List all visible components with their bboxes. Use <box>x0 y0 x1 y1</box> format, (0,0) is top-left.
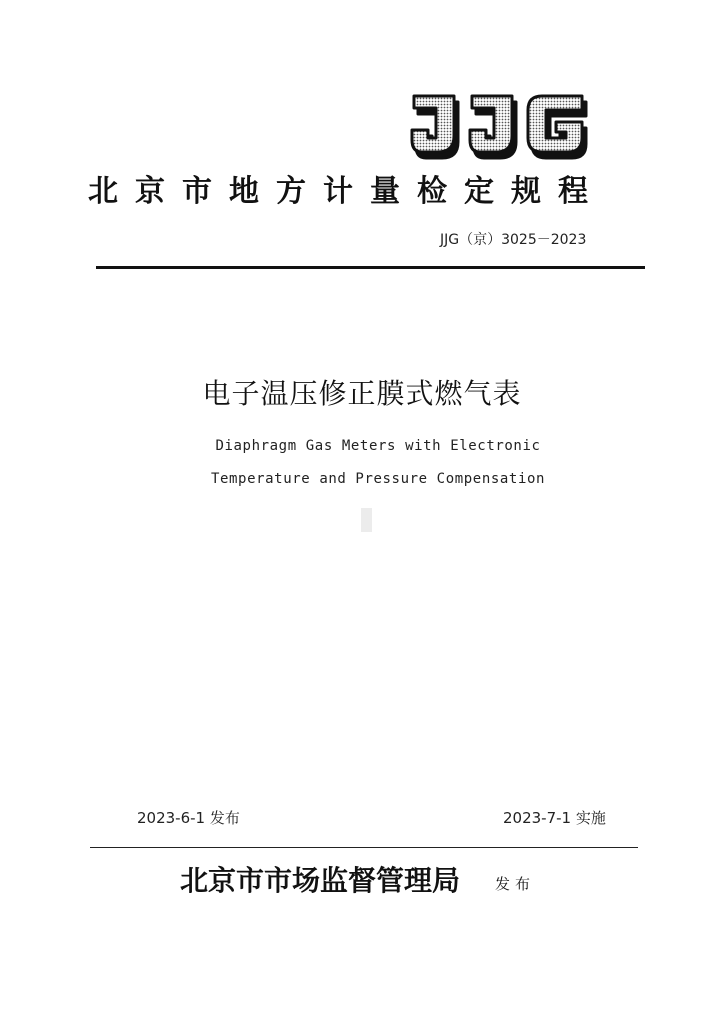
jjg-logo <box>404 88 596 160</box>
header-divider <box>96 266 645 269</box>
footer-divider <box>90 847 638 848</box>
document-title-en-line1: Diaphragm Gas Meters with Electronic <box>215 438 541 454</box>
issuing-authority: 北京市市场监督管理局 <box>180 864 461 897</box>
issue-date: 2023-6-1 发布 <box>137 809 240 827</box>
document-number: JJG（京）3025－2023 <box>440 232 587 248</box>
implementation-date: 2023-7-1 实施 <box>503 809 606 827</box>
document-title-zh: 电子温压修正膜式燃气表 <box>202 377 522 410</box>
publish-label: 发布 <box>495 875 536 893</box>
document-title-en-line2: Temperature and Pressure Compensation <box>210 471 546 487</box>
scan-artifact-mark <box>361 508 372 532</box>
regulation-series-title: 北京市地方计量检定规程 <box>88 174 605 209</box>
